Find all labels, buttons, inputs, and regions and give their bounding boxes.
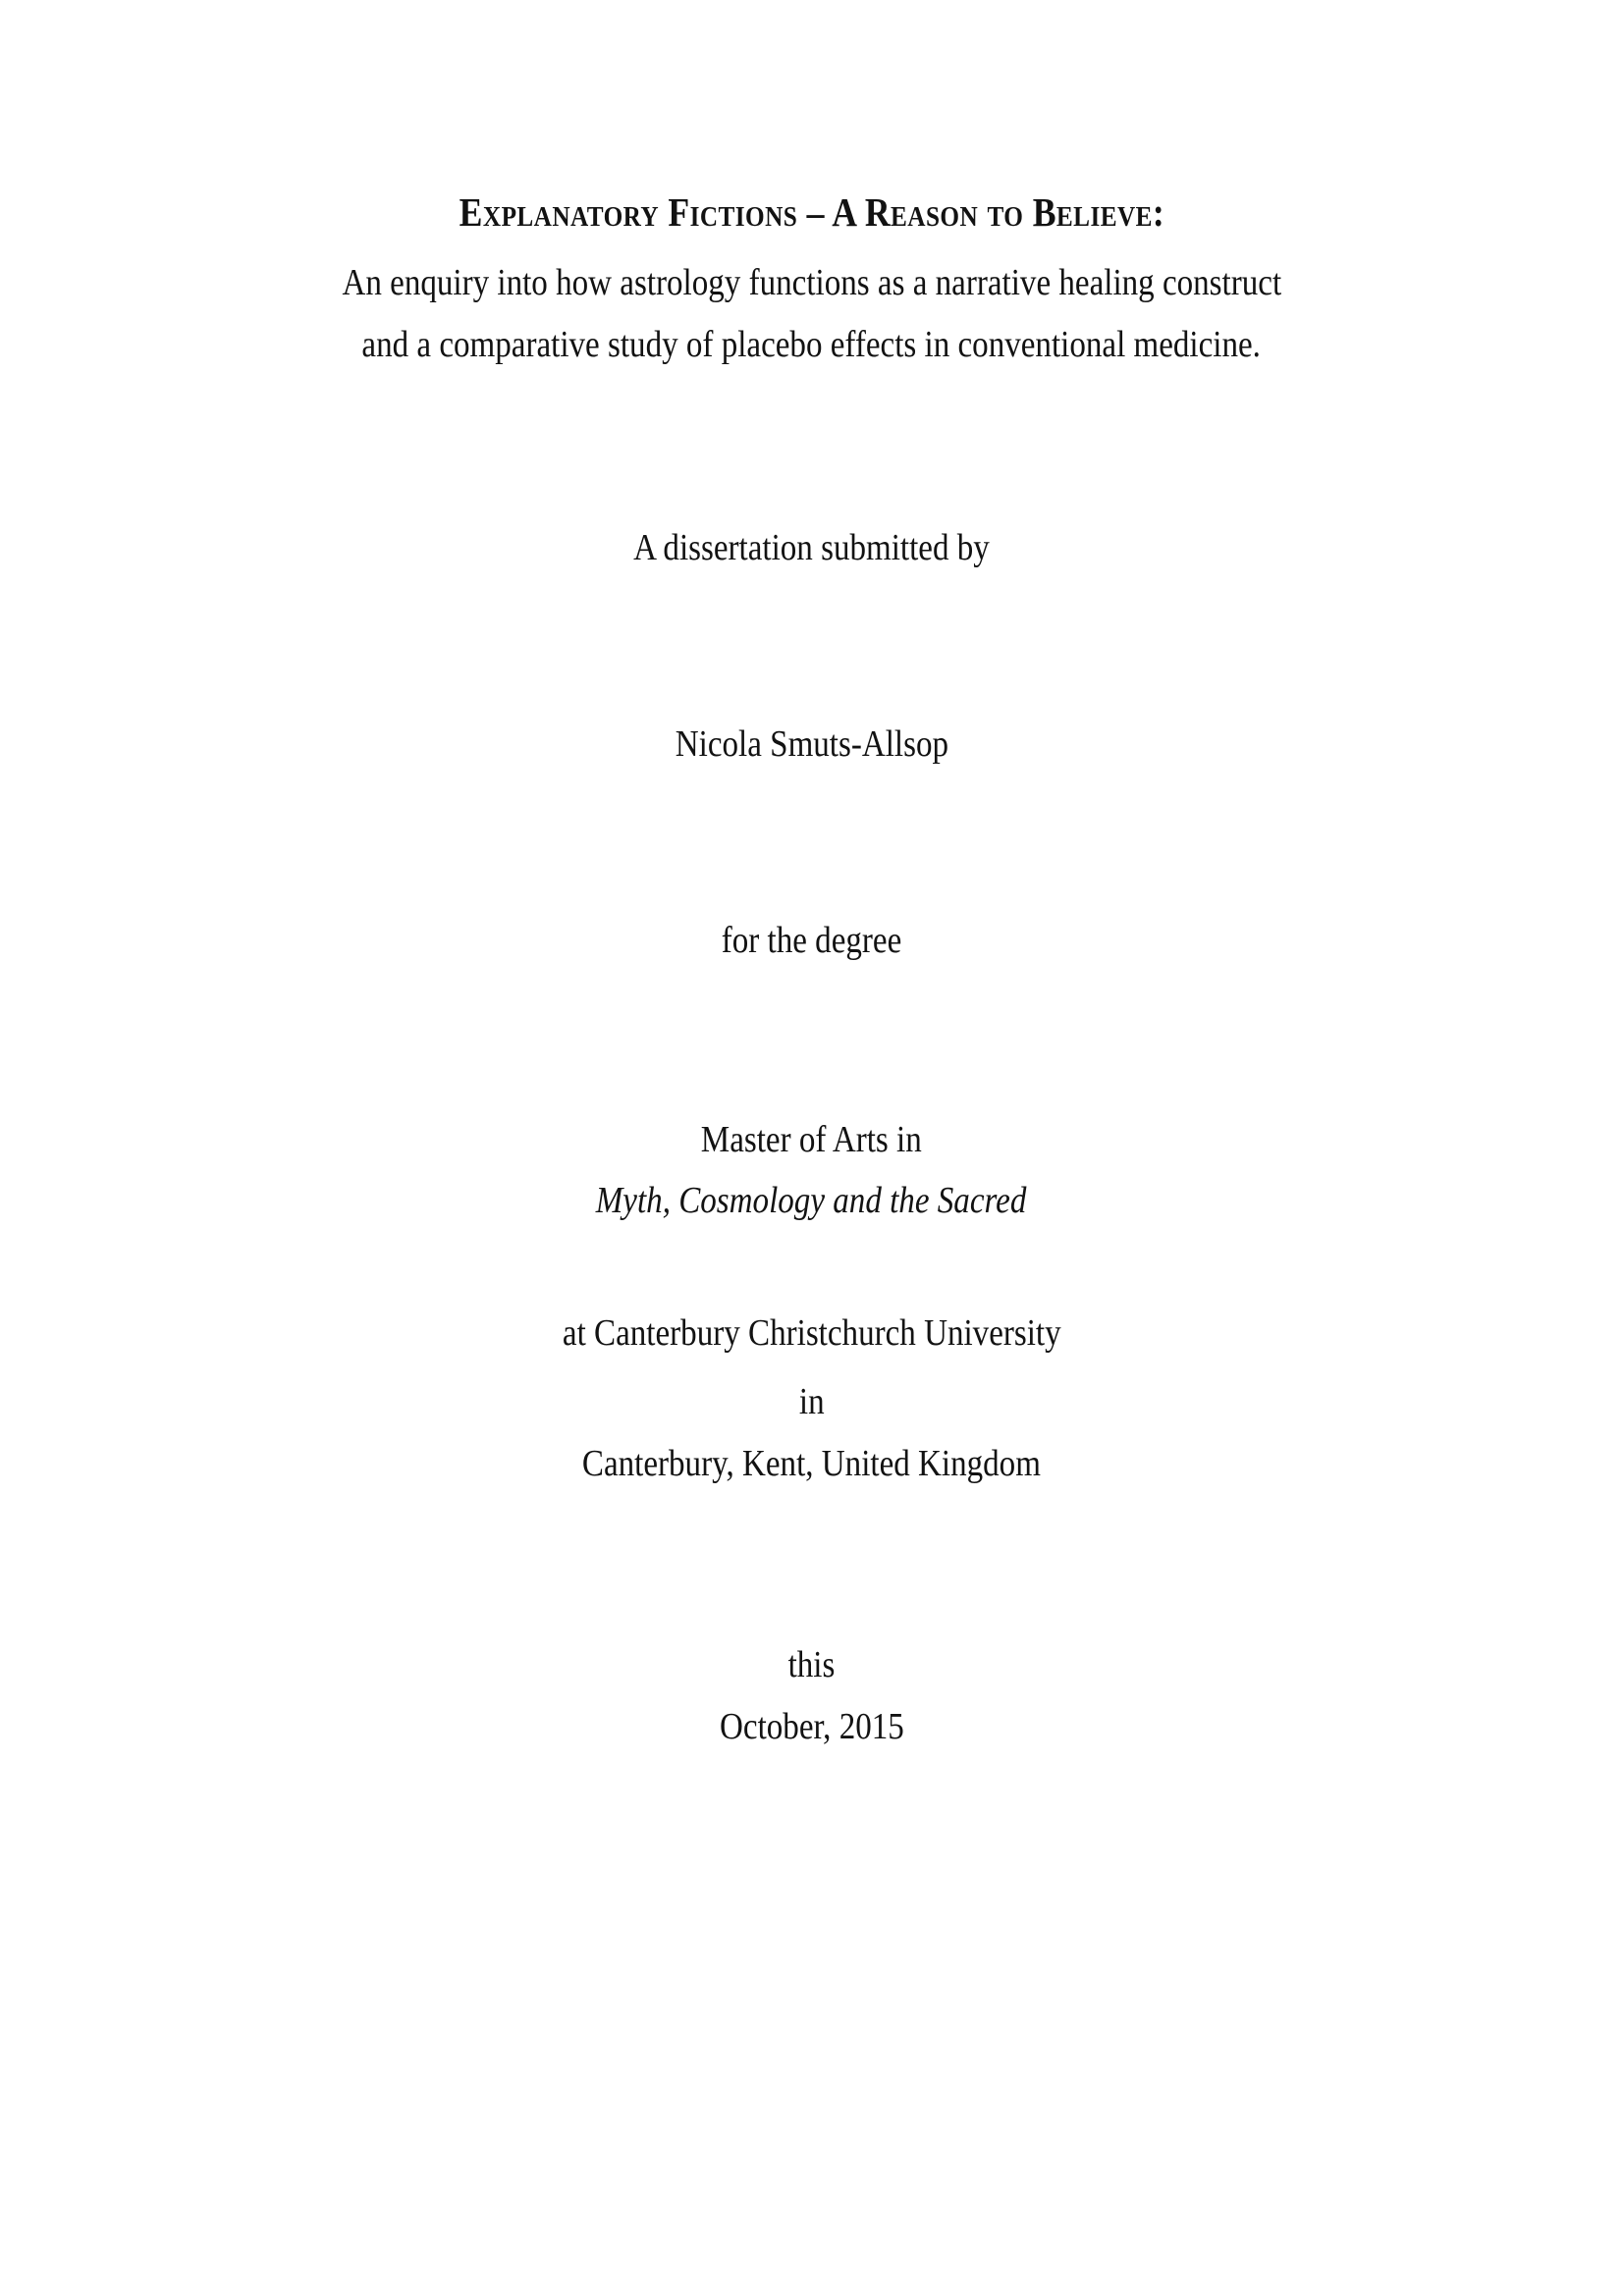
date-intro-text: this — [787, 1644, 836, 1685]
location-line-text: Canterbury, Kent, United Kingdom — [581, 1443, 1042, 1484]
degree-name-text: Master of Arts in — [701, 1119, 922, 1160]
degree-name — [0, 1118, 1623, 1163]
institution-name-text: at Canterbury Christchurch University — [562, 1312, 1061, 1354]
subtitle-line-2-text: and a comparative study of placebo effects in conventional medicine. — [361, 324, 1262, 365]
dissertation-title-text: Explanatory Fictions – A Reason to Believe: — [459, 189, 1164, 235]
author-name — [0, 722, 1623, 768]
programme-name — [0, 1179, 1623, 1224]
programme-name-text: Myth, Cosmology and the Sacred — [596, 1180, 1027, 1221]
location-line — [0, 1442, 1623, 1487]
date-intro — [0, 1643, 1623, 1688]
dissertation-title — [0, 188, 1623, 237]
subtitle-line-1 — [0, 261, 1623, 306]
author-name-text: Nicola Smuts-Allsop — [675, 723, 948, 765]
submission-date-text: October, 2015 — [719, 1706, 904, 1747]
location-connector-text: in — [798, 1381, 825, 1422]
submission-statement — [0, 526, 1623, 571]
location-connector — [0, 1380, 1623, 1425]
degree-intro-text: for the degree — [721, 920, 902, 961]
institution-name — [0, 1311, 1623, 1357]
degree-intro — [0, 919, 1623, 964]
submission-statement-text: A dissertation submitted by — [633, 527, 990, 568]
subtitle-line-1-text: An enquiry into how astrology functions as a narrative healing construct — [342, 262, 1281, 303]
subtitle-line-2 — [0, 323, 1623, 368]
submission-date — [0, 1705, 1623, 1750]
